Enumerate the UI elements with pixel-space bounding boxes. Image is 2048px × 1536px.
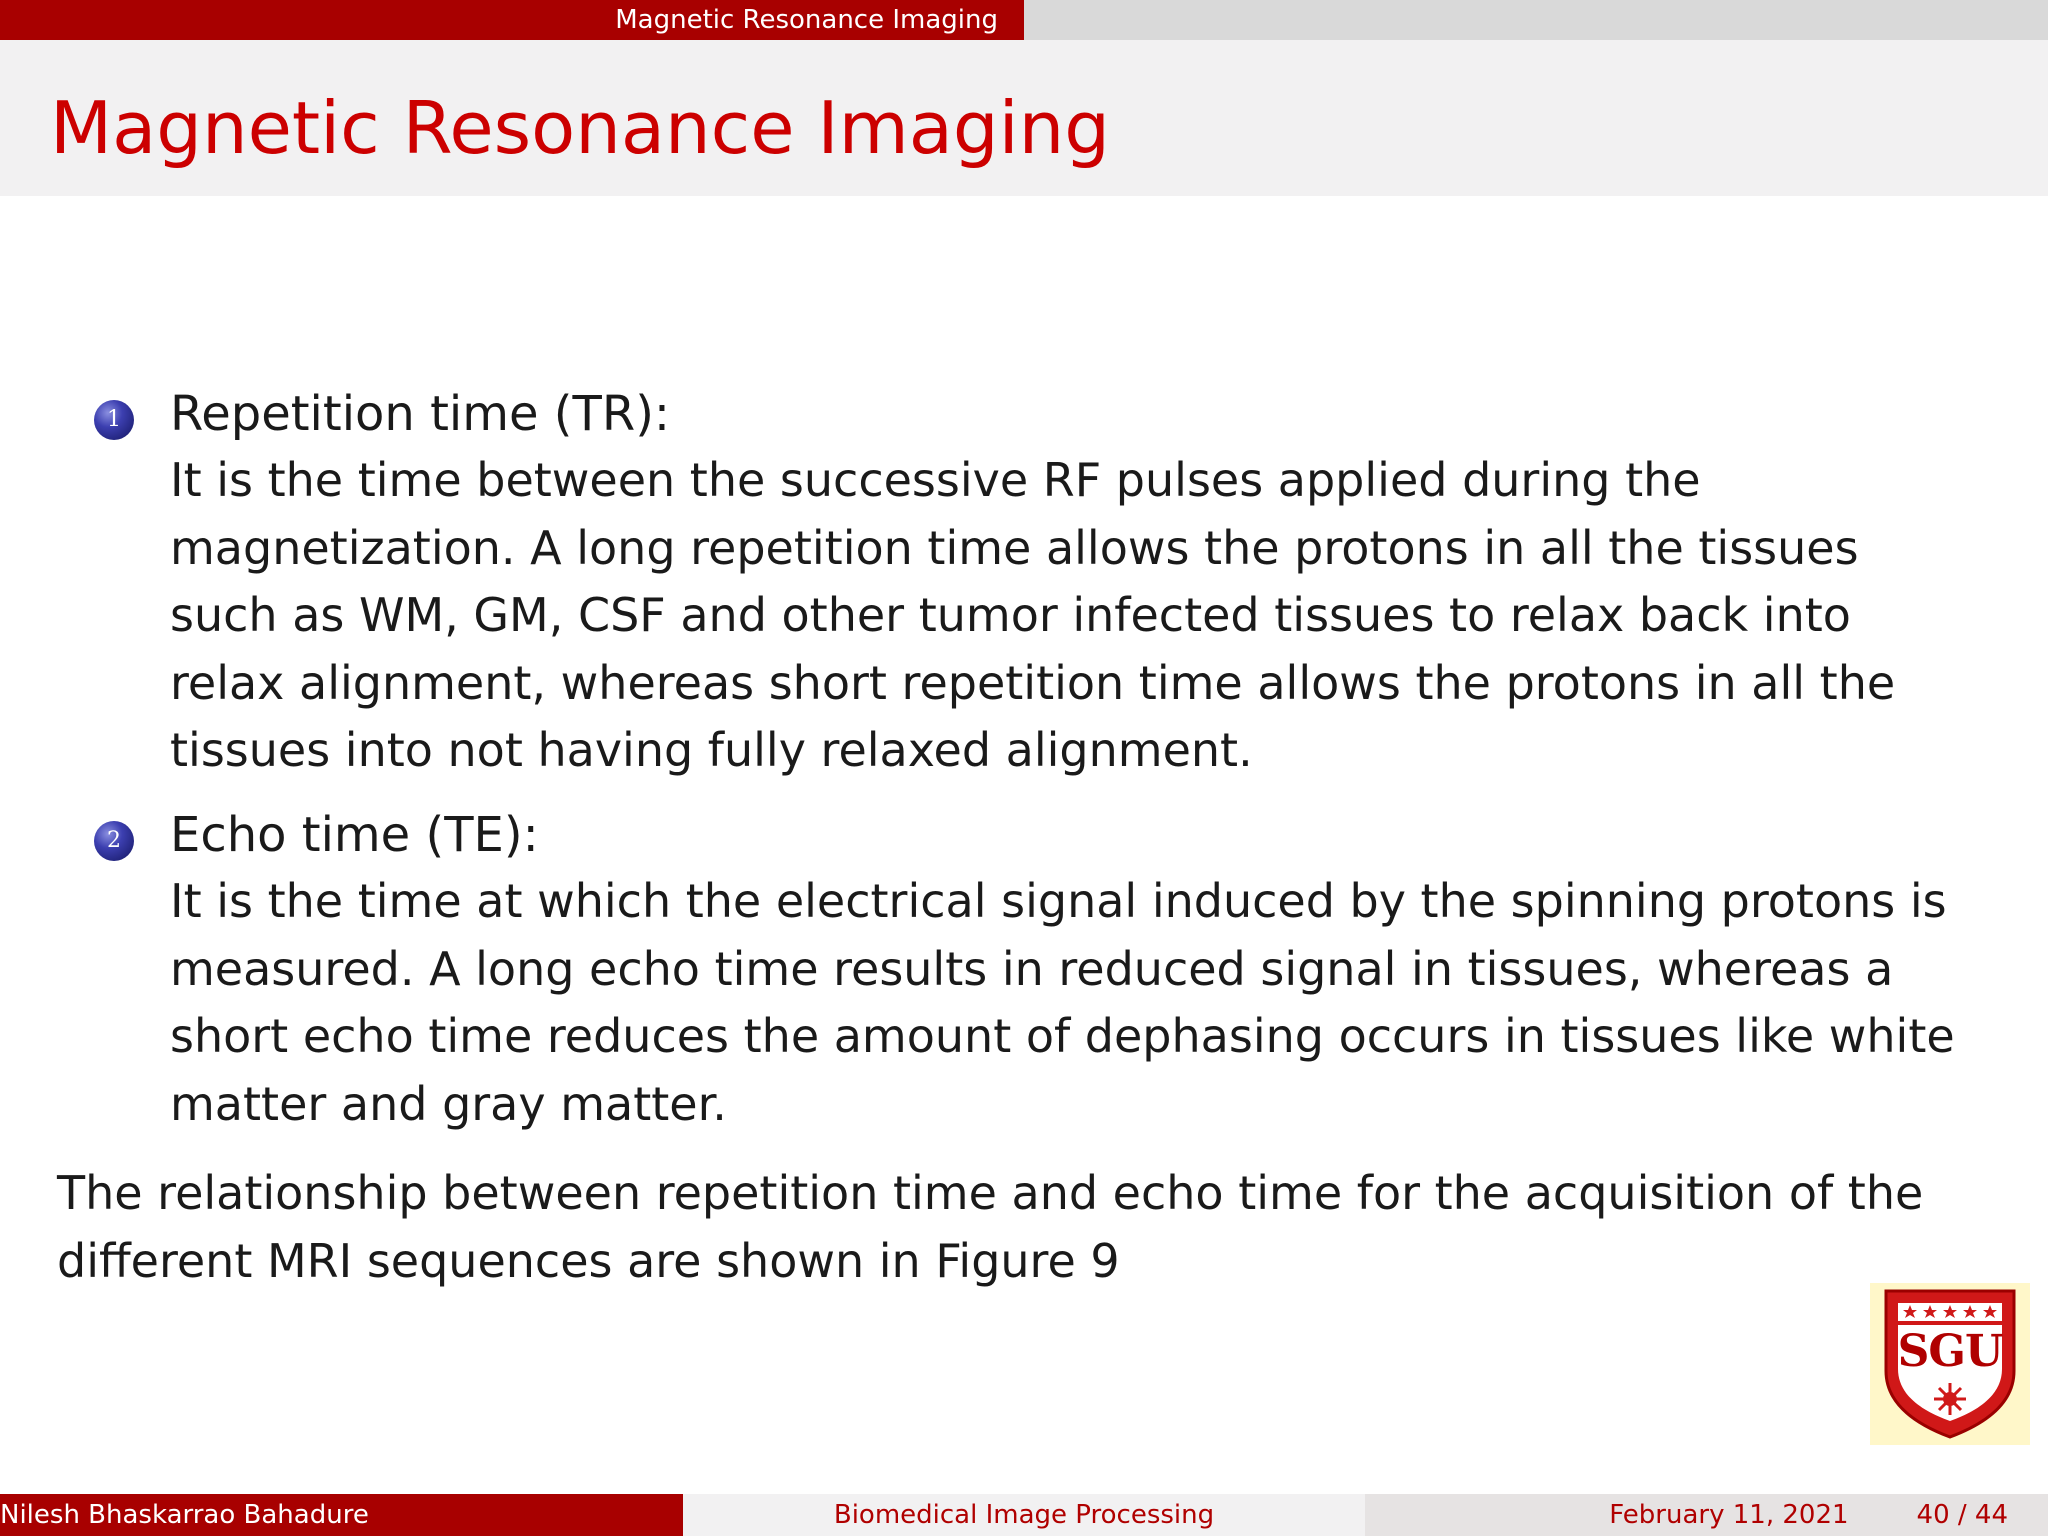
footer bbox=[0, 1494, 2048, 1536]
text-line: relax alignment, whereas short repetition time allows the protons in all the bbox=[170, 655, 1896, 710]
text-line: short echo time reduces the amount of dephasing occurs in tissues like white bbox=[170, 1009, 1955, 1063]
text-line: matter and gray matter. bbox=[170, 1076, 727, 1131]
university-logo bbox=[1870, 1283, 2030, 1445]
text-line: It is the time between the successive RF pulses applied during the bbox=[170, 453, 1701, 507]
text-line: The relationship between repetition time and echo time for the acquisition of the bbox=[57, 1166, 1924, 1220]
text-line: tissues into not having fully relaxed alignment. bbox=[170, 723, 1253, 777]
text-line: magnetization. A long repetition time allows the protons in all the tissues bbox=[170, 520, 1859, 575]
text-line: measured. A long echo time results in reduced signal in tissues, whereas a bbox=[170, 941, 1894, 996]
item-description bbox=[170, 447, 2020, 785]
footer-meta bbox=[1365, 1494, 2048, 1536]
navigation-bar bbox=[0, 0, 2048, 40]
page-title: Magnetic Resonance Imaging bbox=[50, 86, 1110, 170]
text-line: different MRI sequences are shown in Figure 9 bbox=[57, 1233, 1120, 1288]
footer-author: Nilesh Bhaskarrao Bahadure bbox=[0, 1494, 683, 1536]
text-line: such as WM, GM, CSF and other tumor infected tissues to relax back into bbox=[170, 588, 1851, 642]
footer-date: February 11, 2021 bbox=[1609, 1500, 1849, 1530]
logo-text: SGU bbox=[1897, 1326, 2003, 1377]
slide-content bbox=[0, 196, 2048, 1296]
item-description bbox=[170, 868, 2020, 1138]
footer-course: Biomedical Image Processing bbox=[683, 1494, 1365, 1536]
text-line: It is the time at which the electrical signal induced by the spinning protons is bbox=[170, 874, 1947, 928]
section-link[interactable]: Magnetic Resonance Imaging bbox=[0, 0, 1024, 40]
summary-paragraph bbox=[57, 1160, 2007, 1295]
item-heading: Repetition time (TR): bbox=[170, 386, 671, 442]
title-bar bbox=[0, 40, 2048, 196]
enumeration-ball-icon: 2 bbox=[94, 821, 134, 861]
enumeration-ball-icon: 1 bbox=[94, 400, 134, 440]
page-number[interactable]: 40 / 44 bbox=[1916, 1500, 2008, 1530]
item-heading: Echo time (TE): bbox=[170, 807, 539, 863]
